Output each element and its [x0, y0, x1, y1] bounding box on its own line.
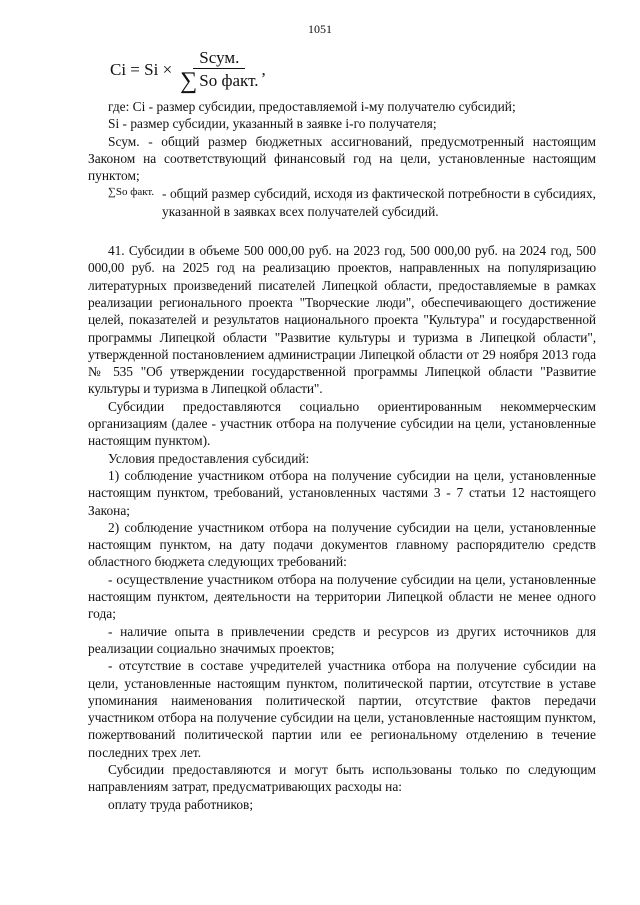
- formula-fraction: [180, 49, 258, 92]
- paragraph-labor-costs: оплату труда работников;: [108, 796, 254, 812]
- formula-denominator: So факт.: [199, 70, 259, 90]
- definition-so: [88, 185, 596, 220]
- subsidy-formula: [110, 48, 266, 92]
- formula-lhs: Ci = Si ×: [110, 60, 173, 79]
- page-number: 1051: [308, 22, 332, 36]
- paragraph-requirement-experience: - наличие опыта в привлечении средств и ресурсов из других источников для реализации социально значимых проектов;: [88, 623, 596, 656]
- definition-ssum: Sсум. - общий размер бюджетных ассигнований, предусмотренный настоящим Законом на соответствующий финансовый год на цели, установленные настоящим пунктом;: [88, 133, 596, 184]
- paragraph-condition-1: 1) соблюдение участником отбора на получение субсидии на цели, установленные настоящим пунктом, требований, установленных частями 3 - 7 статьи 12 настоящего Закона;: [88, 467, 596, 518]
- paragraph-conditions-heading: Условия предоставления субсидий:: [108, 450, 310, 466]
- definition-ci: где: Ci - размер субсидии, предоставляемой i-му получателю субсидий;: [108, 99, 516, 114]
- definition-so-text: - общий размер субсидий, исходя из фактической потребности в субсидиях, указанной в заявках всех получателей субсидий.: [162, 186, 596, 219]
- sigma-icon: ∑: [180, 67, 198, 94]
- definition-si: Si - размер субсидии, указанный в заявке i-го получателя;: [108, 116, 437, 132]
- formula-denominator-group: [180, 69, 258, 92]
- paragraph-expense-directions: Субсидии предоставляются и могут быть использованы только по следующим направлениям затрат, предусматривающих расходы на:: [88, 761, 596, 795]
- formula-numerator: Sсум.: [193, 49, 245, 69]
- paragraph-condition-2: 2) соблюдение участником отбора на получение субсидии на цели, установленные настоящим пунктом, на дату подачи документов главному распорядителю средств областного бюджета следующих требований:: [88, 519, 596, 570]
- paragraph-requirement-no-party: - отсутствие в составе учредителей участника отбора на получение субсидии на цели, установленные настоящим пунктом, политической партии, отсутствие в уставе упоминания наименования политической партии, отсутствие фактов передачи участником отбора на получение субсидии на цели, установленные настоящим пунктом, пожертвований политической партии или ее региональному отделению в течение последних трех лет.: [88, 658, 596, 760]
- so-symbol: ∑So факт.: [108, 186, 155, 199]
- document-body: [88, 98, 596, 813]
- paragraph-recipients: Субсидии предоставляются социально ориентированным некоммерческим организациям (далее - участник отбора на получение субсидии на цели, установленные настоящим пунктом).: [88, 398, 596, 449]
- formula-trailing: ,: [261, 60, 266, 79]
- section-gap: [88, 220, 596, 242]
- paragraph-requirement-territory: - осуществление участником отбора на получение субсидии на цели, установленные настоящим пунктом, деятельности на территории Липецкой области не менее одного года;: [88, 571, 596, 622]
- paragraph-41: 41. Субсидии в объеме 500 000,00 руб. на 2023 год, 500 000,00 руб. на 2024 год, 500 000,00 руб. на 2025 год на реализацию проектов, направленных на популяризацию литературных произведений писателей Липецкой области, предоставляемые в рамках реализации регионального проекта "Творческие люди", обеспечивающего достижение целей, показателей и результатов национального проекта "Культура" и государственной программы Липецкой области "Развитие культуры и туризма в Липецкой области", утвержденной постановлением администрации Липецкой области от 29 ноября 2013 года № 535 "Об утверждении государственной программы Липецкой области "Развитие культуры и туризма в Липецкой области".: [88, 243, 596, 397]
